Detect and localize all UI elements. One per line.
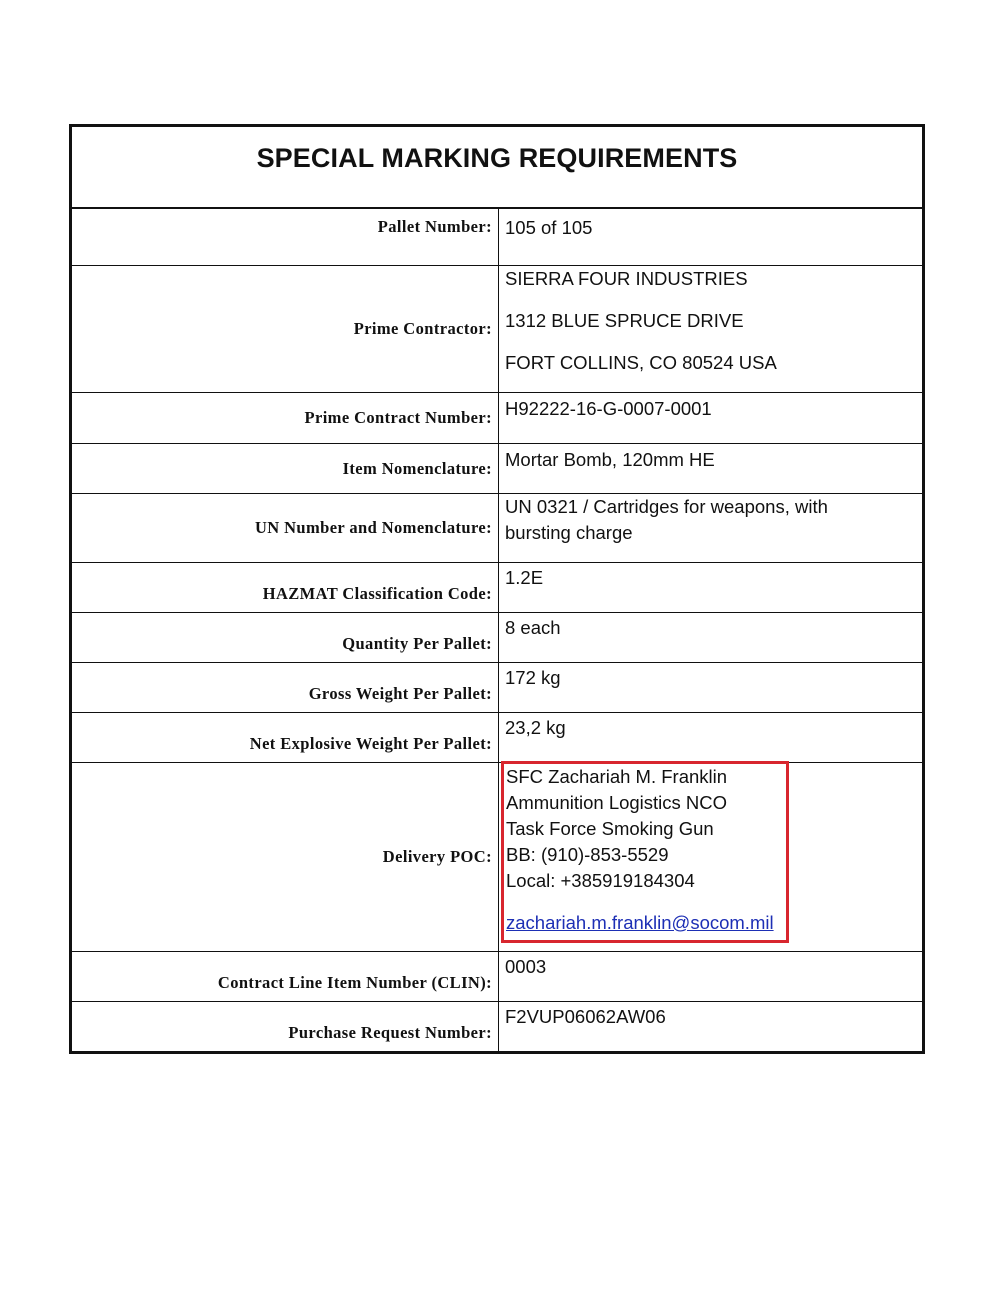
poc-unit: Task Force Smoking Gun bbox=[506, 818, 714, 839]
label-pallet-number: Pallet Number: bbox=[72, 209, 499, 265]
row-un-number bbox=[72, 494, 922, 563]
poc-role: Ammunition Logistics NCO bbox=[506, 792, 728, 813]
row-purchase-request bbox=[72, 1002, 922, 1051]
label-clin: Contract Line Item Number (CLIN): bbox=[72, 952, 499, 1001]
value-pallet-number: 105 of 105 bbox=[505, 217, 593, 238]
row-pallet-number bbox=[72, 209, 922, 266]
value-hazmat: 1.2E bbox=[505, 567, 544, 588]
contractor-city: FORT COLLINS, CO 80524 USA bbox=[505, 352, 777, 373]
row-prime-contract-number bbox=[72, 393, 922, 444]
row-delivery-poc bbox=[72, 763, 922, 952]
row-prime-contractor bbox=[72, 266, 922, 393]
value-delivery-poc bbox=[499, 763, 922, 951]
value-clin: 0003 bbox=[505, 956, 547, 977]
poc-bb-phone: BB: (910)-853-5529 bbox=[506, 844, 669, 865]
un-number-line-1: UN 0321 / Cartridges for weapons, with bbox=[505, 496, 828, 517]
contractor-street: 1312 BLUE SPRUCE DRIVE bbox=[505, 310, 744, 331]
label-un-number: UN Number and Nomenclature: bbox=[72, 494, 499, 562]
value-purchase-request: F2VUP06062AW06 bbox=[505, 1006, 666, 1027]
poc-email-link[interactable]: zachariah.m.franklin@socom.mil bbox=[506, 912, 774, 933]
label-hazmat: HAZMAT Classification Code: bbox=[72, 563, 499, 612]
value-prime-contractor bbox=[499, 266, 922, 392]
row-gross-weight bbox=[72, 663, 922, 713]
contractor-name: SIERRA FOUR INDUSTRIES bbox=[505, 268, 748, 289]
page-title: SPECIAL MARKING REQUIREMENTS bbox=[256, 143, 738, 173]
value-item-nomenclature: Mortar Bomb, 120mm HE bbox=[505, 449, 715, 470]
poc-local-phone: Local: +385919184304 bbox=[506, 870, 695, 891]
row-hazmat bbox=[72, 563, 922, 613]
row-item-nomenclature bbox=[72, 444, 922, 494]
value-quantity: 8 each bbox=[505, 617, 561, 638]
un-number-line-2: bursting charge bbox=[505, 522, 633, 543]
label-net-explosive-weight: Net Explosive Weight Per Pallet: bbox=[72, 713, 499, 762]
label-item-nomenclature: Item Nomenclature: bbox=[72, 444, 499, 493]
label-purchase-request: Purchase Request Number: bbox=[72, 1002, 499, 1051]
row-net-explosive-weight bbox=[72, 713, 922, 763]
value-prime-contract-number: H92222-16-G-0007-0001 bbox=[505, 398, 712, 419]
value-gross-weight: 172 kg bbox=[505, 667, 561, 688]
value-net-explosive-weight: 23,2 kg bbox=[505, 717, 566, 738]
poc-highlight-box bbox=[501, 761, 789, 943]
label-prime-contractor: Prime Contractor: bbox=[72, 266, 499, 392]
marking-requirements-table bbox=[69, 124, 925, 1054]
value-un-number bbox=[499, 494, 922, 562]
row-clin bbox=[72, 952, 922, 1002]
label-quantity: Quantity Per Pallet: bbox=[72, 613, 499, 662]
row-quantity bbox=[72, 613, 922, 663]
title-row bbox=[72, 127, 922, 209]
poc-name: SFC Zachariah M. Franklin bbox=[506, 766, 728, 787]
label-delivery-poc: Delivery POC: bbox=[72, 763, 499, 951]
label-gross-weight: Gross Weight Per Pallet: bbox=[72, 663, 499, 712]
label-prime-contract-number: Prime Contract Number: bbox=[72, 393, 499, 443]
